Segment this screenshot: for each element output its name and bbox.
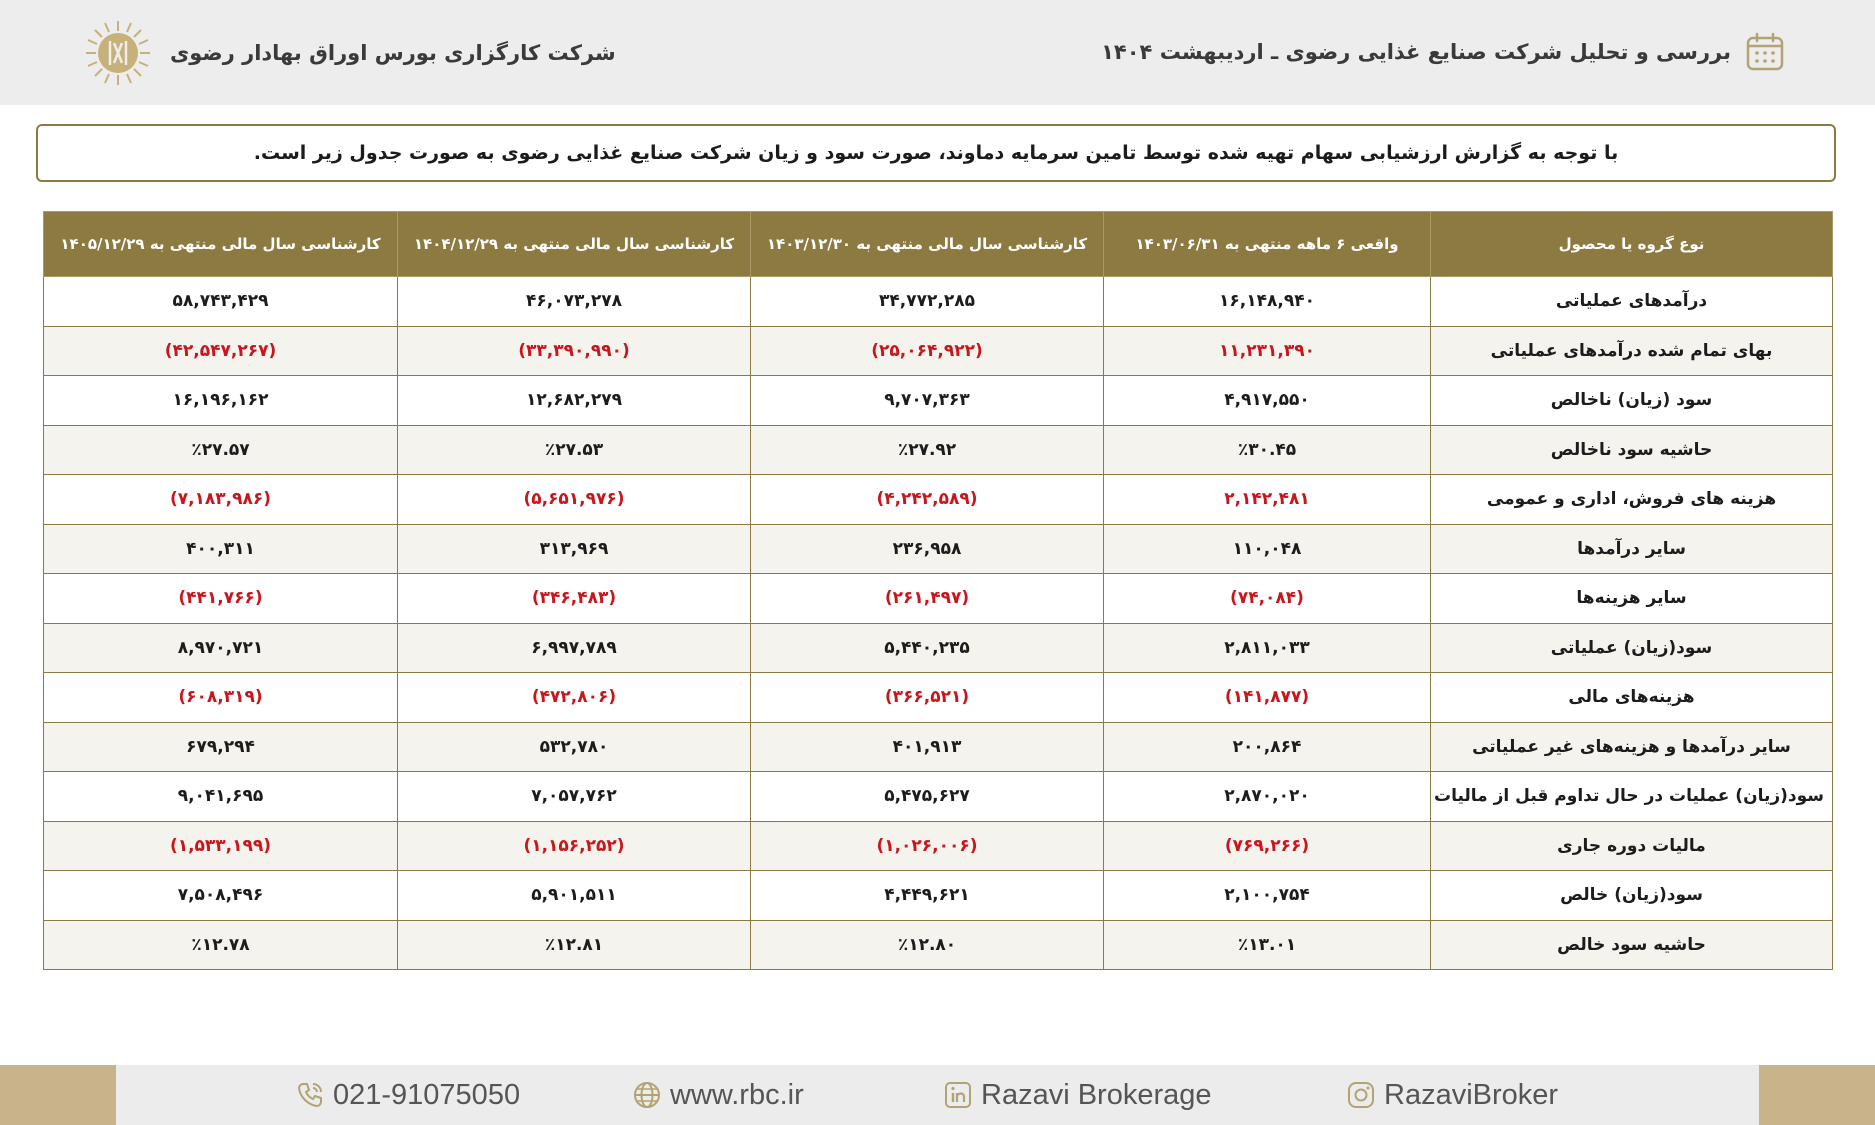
report-title-group — [1101, 30, 1785, 74]
footer-phone[interactable] — [295, 1065, 520, 1125]
linkedin-name: Razavi Brokerage — [981, 1078, 1212, 1111]
value-cell: ٪۱۲.۷۸ — [44, 920, 398, 970]
row-label: سود (زیان) ناخالص — [1431, 376, 1833, 426]
value-cell: ۵,۴۴۰,۲۳۵ — [751, 623, 1104, 673]
page-footer — [0, 1065, 1875, 1125]
value-cell: (۲۶۱,۴۹۷) — [751, 574, 1104, 624]
value-cell: ٪۱۲.۸۰ — [751, 920, 1104, 970]
table-row — [44, 920, 1833, 970]
phone-icon — [295, 1080, 325, 1110]
row-label: حاشیه سود خالص — [1431, 920, 1833, 970]
row-label: سود(زیان) عملیات در حال تداوم قبل از مالیات — [1431, 772, 1833, 822]
website-link: www.rbc.ir — [670, 1078, 804, 1111]
row-label: سایر درآمدها — [1431, 524, 1833, 574]
company-group — [84, 18, 616, 88]
value-cell: ۲۳۶,۹۵۸ — [751, 524, 1104, 574]
value-cell: ۵,۴۷۵,۶۲۷ — [751, 772, 1104, 822]
value-cell: ٪۳۰.۴۵ — [1104, 425, 1431, 475]
footer-instagram[interactable] — [1346, 1065, 1558, 1125]
value-cell: (۲۵,۰۶۴,۹۲۲) — [751, 326, 1104, 376]
value-cell: ۵,۹۰۱,۵۱۱ — [398, 871, 751, 921]
table-row — [44, 821, 1833, 871]
value-cell: ۴۰۰,۳۱۱ — [44, 524, 398, 574]
footer-website[interactable] — [632, 1065, 804, 1125]
value-cell: ۴,۴۴۹,۶۲۱ — [751, 871, 1104, 921]
column-header: واقعی ۶ ماهه منتهی به ۱۴۰۳/۰۶/۳۱ — [1104, 212, 1431, 277]
footer-accent-left — [0, 1065, 116, 1125]
value-cell: ۷,۵۰۸,۴۹۶ — [44, 871, 398, 921]
instagram-icon — [1346, 1080, 1376, 1110]
value-cell: ۹,۷۰۷,۳۶۳ — [751, 376, 1104, 426]
table-row — [44, 326, 1833, 376]
row-label: درآمدهای عملیاتی — [1431, 277, 1833, 327]
value-cell: (۱,۵۳۳,۱۹۹) — [44, 821, 398, 871]
value-cell: ۶۷۹,۲۹۴ — [44, 722, 398, 772]
calendar-icon — [1745, 32, 1785, 72]
column-header: نوع گروه یا محصول — [1431, 212, 1833, 277]
footer-linkedin[interactable] — [943, 1065, 1212, 1125]
value-cell: ۵۸,۷۴۳,۴۲۹ — [44, 277, 398, 327]
value-cell: ۲,۸۷۰,۰۲۰ — [1104, 772, 1431, 822]
intro-box: با توجه به گزارش ارزشیابی سهام تهیه شده توسط تامین سرمایه دماوند، صورت سود و زیان شرکت صنایع غذایی رضوی به صورت جدول زیر است. — [36, 124, 1836, 182]
row-label: سایر درآمدها و هزینه‌های غیر عملیاتی — [1431, 722, 1833, 772]
value-cell: ۹,۰۴۱,۶۹۵ — [44, 772, 398, 822]
value-cell: (۴۷۲,۸۰۶) — [398, 673, 751, 723]
table-row — [44, 623, 1833, 673]
table-row — [44, 425, 1833, 475]
income-statement-table — [43, 211, 1833, 970]
value-cell: (۱۴۱,۸۷۷) — [1104, 673, 1431, 723]
row-label: حاشیه سود ناخالص — [1431, 425, 1833, 475]
value-cell: ٪۱۲.۸۱ — [398, 920, 751, 970]
value-cell: (۳۳,۳۹۰,۹۹۰) — [398, 326, 751, 376]
instagram-handle: RazaviBroker — [1384, 1078, 1559, 1111]
phone-number: 021-91075050 — [333, 1078, 521, 1111]
value-cell: ۱۱,۲۳۱,۳۹۰ — [1104, 326, 1431, 376]
table-row — [44, 475, 1833, 525]
value-cell: ۱۶,۱۹۶,۱۶۲ — [44, 376, 398, 426]
footer-accent-right — [1759, 1065, 1875, 1125]
column-header: کارشناسی سال مالی منتهی به ۱۴۰۳/۱۲/۳۰ — [751, 212, 1104, 277]
table-row — [44, 673, 1833, 723]
value-cell: ۳۴,۷۷۲,۲۸۵ — [751, 277, 1104, 327]
company-name: شرکت کارگزاری بورس اوراق بهادار رضوی — [170, 41, 616, 65]
value-cell: (۷۶۹,۲۶۶) — [1104, 821, 1431, 871]
table-row — [44, 871, 1833, 921]
value-cell: (۴۴۱,۷۶۶) — [44, 574, 398, 624]
value-cell: ۱۱۰,۰۴۸ — [1104, 524, 1431, 574]
value-cell: (۴,۲۴۲,۵۸۹) — [751, 475, 1104, 525]
table-row — [44, 722, 1833, 772]
value-cell: ۸,۹۷۰,۷۲۱ — [44, 623, 398, 673]
value-cell: ۴۰۱,۹۱۳ — [751, 722, 1104, 772]
value-cell: ٪۲۷.۵۷ — [44, 425, 398, 475]
value-cell: ۶,۹۹۷,۷۸۹ — [398, 623, 751, 673]
value-cell: (۷۴,۰۸۴) — [1104, 574, 1431, 624]
value-cell: (۷,۱۸۳,۹۸۶) — [44, 475, 398, 525]
value-cell: ۲,۱۰۰,۷۵۴ — [1104, 871, 1431, 921]
globe-icon — [632, 1080, 662, 1110]
value-cell: (۶۰۸,۳۱۹) — [44, 673, 398, 723]
value-cell: (۴۲,۵۴۷,۲۶۷) — [44, 326, 398, 376]
row-label: سود(زیان) عملیاتی — [1431, 623, 1833, 673]
value-cell: ۱۲,۶۸۲,۲۷۹ — [398, 376, 751, 426]
value-cell: ۴۶,۰۷۳,۲۷۸ — [398, 277, 751, 327]
value-cell: ۲,۱۴۲,۴۸۱ — [1104, 475, 1431, 525]
row-label: هزینه‌های مالی — [1431, 673, 1833, 723]
row-label: مالیات دوره جاری — [1431, 821, 1833, 871]
value-cell: ۵۳۲,۷۸۰ — [398, 722, 751, 772]
value-cell: ۱۶,۱۴۸,۹۴۰ — [1104, 277, 1431, 327]
table-row — [44, 376, 1833, 426]
value-cell: ۷,۰۵۷,۷۶۲ — [398, 772, 751, 822]
table-row — [44, 574, 1833, 624]
value-cell: ۲,۸۱۱,۰۳۳ — [1104, 623, 1431, 673]
report-title: بررسی و تحلیل شرکت صنایع غذایی رضوی ـ اردیبهشت ۱۴۰۴ — [1101, 40, 1731, 64]
row-label: سایر هزینه‌ها — [1431, 574, 1833, 624]
value-cell: (۵,۶۵۱,۹۷۶) — [398, 475, 751, 525]
company-logo — [84, 19, 152, 87]
value-cell: ۳۱۳,۹۶۹ — [398, 524, 751, 574]
value-cell: (۱,۰۲۶,۰۰۶) — [751, 821, 1104, 871]
value-cell: (۳۶۶,۵۲۱) — [751, 673, 1104, 723]
value-cell: (۱,۱۵۶,۲۵۲) — [398, 821, 751, 871]
row-label: هزینه های فروش، اداری و عمومی — [1431, 475, 1833, 525]
table-row — [44, 524, 1833, 574]
table-row — [44, 277, 1833, 327]
value-cell: ٪۱۳.۰۱ — [1104, 920, 1431, 970]
row-label: سود(زیان) خالص — [1431, 871, 1833, 921]
table-row — [44, 772, 1833, 822]
column-header: کارشناسی سال مالی منتهی به ۱۴۰۵/۱۲/۲۹ — [44, 212, 398, 277]
value-cell: (۳۴۶,۴۸۳) — [398, 574, 751, 624]
value-cell: ٪۲۷.۵۳ — [398, 425, 751, 475]
value-cell: ۴,۹۱۷,۵۵۰ — [1104, 376, 1431, 426]
row-label: بهای تمام شده درآمدهای عملیاتی — [1431, 326, 1833, 376]
column-header: کارشناسی سال مالی منتهی به ۱۴۰۴/۱۲/۲۹ — [398, 212, 751, 277]
page-header — [0, 0, 1875, 105]
value-cell: ٪۲۷.۹۲ — [751, 425, 1104, 475]
table-header-row — [44, 212, 1833, 277]
value-cell: ۲۰۰,۸۶۴ — [1104, 722, 1431, 772]
linkedin-icon — [943, 1080, 973, 1110]
